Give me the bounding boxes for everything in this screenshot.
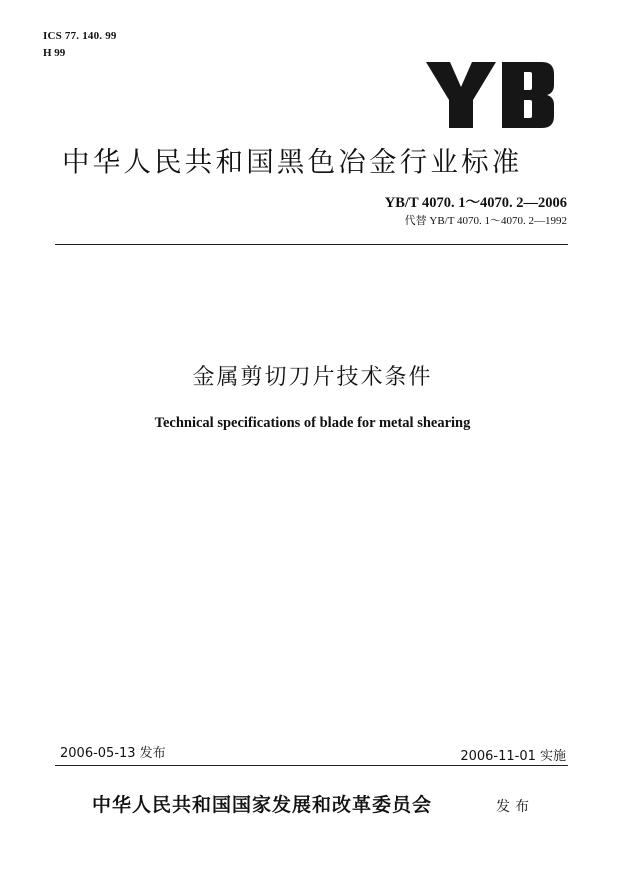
- standard-number: YB/T 4070. 1～4070. 2—2006: [384, 195, 567, 211]
- issuing-authority: 中华人民共和国国家发展和改革委员会: [92, 794, 433, 816]
- footer-divider: [55, 765, 568, 766]
- issue-date: 2006-05-13 发布: [60, 746, 166, 761]
- industry-standard-title: 中华人民共和国黑色冶金行业标准: [62, 146, 523, 178]
- implementation-date: 2006-11-01 实施: [460, 749, 566, 764]
- issue-label: 发布: [496, 799, 534, 815]
- ics-code: ICS 77. 140. 99: [43, 30, 117, 42]
- ccs-code: H 99: [43, 47, 66, 59]
- document-title-chinese: 金属剪切刀片技术条件: [192, 365, 433, 390]
- document-title-english: Technical specifications of blade for metal shearing: [154, 415, 471, 431]
- yb-logo: [426, 62, 554, 128]
- replaced-standard-number: 代替 YB/T 4070. 1～4070. 2—1992: [404, 215, 567, 227]
- header-divider: [55, 244, 568, 245]
